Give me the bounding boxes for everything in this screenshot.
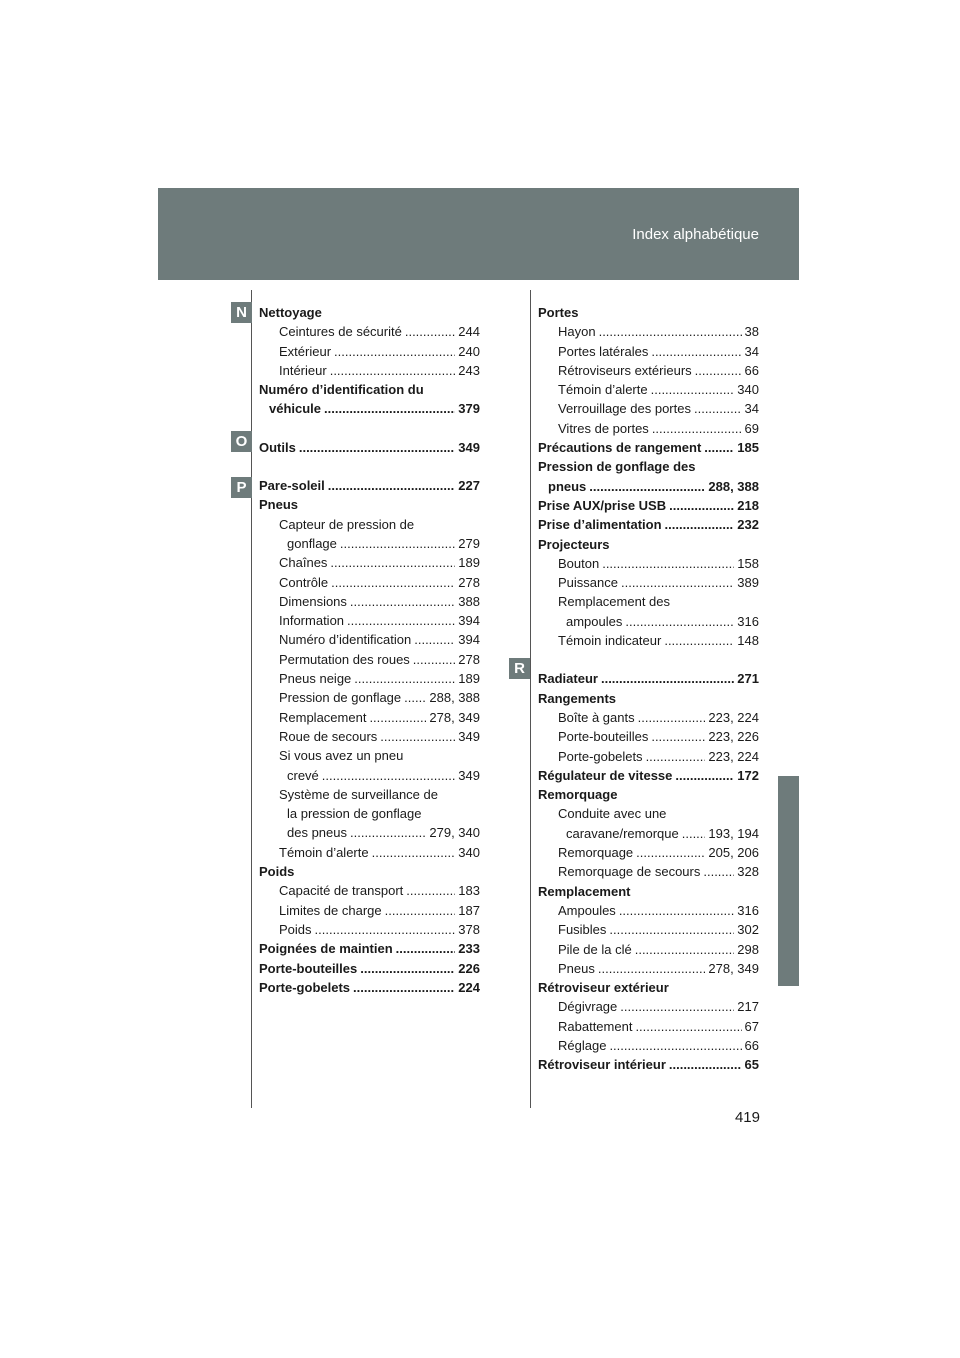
index-entry bbox=[538, 901, 759, 920]
index-entry bbox=[259, 804, 480, 823]
index-entry-term: caravane/remorque bbox=[566, 825, 679, 841]
index-entry bbox=[538, 631, 759, 650]
index-entry-term: Poids bbox=[259, 864, 295, 880]
index-entry bbox=[538, 766, 759, 785]
index-entry bbox=[538, 959, 759, 978]
index-entry-term: Système de surveillance de bbox=[279, 786, 438, 802]
dot-leader bbox=[609, 920, 734, 939]
index-entry bbox=[259, 476, 480, 495]
index-entry-term: crevé bbox=[287, 767, 319, 783]
index-entry bbox=[538, 573, 759, 592]
index-entry bbox=[259, 592, 480, 611]
index-entry-term: Intérieur bbox=[279, 362, 327, 378]
index-entry bbox=[259, 495, 480, 514]
index-entry bbox=[259, 399, 480, 418]
index-entry bbox=[538, 978, 759, 997]
index-entry bbox=[538, 669, 759, 688]
index-entry-page: 38 bbox=[744, 324, 759, 340]
index-entry-page: 388 bbox=[458, 593, 480, 609]
index-entry bbox=[259, 380, 480, 399]
dot-leader bbox=[299, 438, 455, 457]
index-entry bbox=[259, 959, 480, 978]
right-column-rule bbox=[530, 290, 531, 1108]
dot-leader bbox=[396, 939, 456, 958]
index-entry bbox=[259, 553, 480, 572]
index-entry-page: 218 bbox=[737, 497, 759, 513]
dot-leader bbox=[328, 476, 456, 495]
index-entry bbox=[259, 939, 480, 958]
index-entry-term: Prise d’alimentation bbox=[538, 517, 662, 533]
index-entry-term: Rangements bbox=[538, 690, 617, 706]
letter-badge-p: P bbox=[231, 477, 252, 498]
index-entry bbox=[259, 669, 480, 688]
index-entry-page: 187 bbox=[458, 902, 480, 918]
dot-leader bbox=[675, 766, 734, 785]
dot-leader bbox=[665, 515, 735, 534]
dot-leader bbox=[353, 978, 455, 997]
index-entry-page: 172 bbox=[737, 767, 759, 783]
page-number: 419 bbox=[734, 1109, 760, 1126]
index-entry bbox=[259, 630, 480, 649]
index-entry-page: 34 bbox=[744, 401, 759, 417]
index-entry-term: Nettoyage bbox=[259, 305, 322, 320]
index-entry-term: Dégivrage bbox=[558, 999, 618, 1015]
dot-leader bbox=[347, 611, 455, 630]
index-entry-page: 316 bbox=[737, 902, 759, 918]
index-entry-page: 217 bbox=[737, 999, 759, 1015]
dot-leader bbox=[331, 573, 455, 592]
index-entry bbox=[538, 515, 759, 534]
index-entry bbox=[538, 342, 759, 361]
dot-leader bbox=[651, 727, 705, 746]
index-entry bbox=[538, 399, 759, 418]
index-entry-page: 233 bbox=[458, 941, 480, 957]
index-entry-page: 244 bbox=[458, 324, 480, 340]
dot-leader bbox=[599, 322, 742, 341]
dot-leader bbox=[322, 766, 456, 785]
index-entry bbox=[538, 824, 759, 843]
index-entry bbox=[538, 303, 759, 322]
index-entry-term: Rétroviseurs extérieurs bbox=[558, 362, 692, 378]
index-entry-page: 288, 388 bbox=[708, 478, 759, 494]
index-entry-page: 349 bbox=[458, 728, 480, 744]
index-entry-page: 243 bbox=[458, 362, 480, 378]
index-entry-page: 394 bbox=[458, 632, 480, 648]
index-entry bbox=[259, 843, 480, 862]
index-entry-page: 189 bbox=[458, 555, 480, 571]
index-entry-page: 340 bbox=[737, 382, 759, 398]
dot-leader bbox=[330, 361, 456, 380]
index-entry-page: 193, 194 bbox=[708, 825, 759, 841]
index-entry bbox=[259, 978, 480, 997]
index-entry bbox=[538, 1036, 759, 1055]
dot-leader bbox=[703, 862, 734, 881]
index-entry-term: Remplacement bbox=[279, 709, 367, 725]
index-entry bbox=[538, 535, 759, 554]
index-entry-term: Information bbox=[279, 613, 345, 629]
index-entry-page: 227 bbox=[458, 478, 480, 494]
dot-leader bbox=[609, 1036, 741, 1055]
index-entry-term: Extérieur bbox=[279, 343, 332, 359]
index-entry-page: 66 bbox=[744, 362, 759, 378]
index-entry-term: Porte-gobelets bbox=[259, 979, 351, 995]
index-entry bbox=[538, 727, 759, 746]
index-entry-page: 279 bbox=[458, 535, 480, 551]
index-entry-page: 394 bbox=[458, 613, 480, 629]
index-entry-term: Boîte à gants bbox=[558, 709, 635, 725]
dot-leader bbox=[682, 824, 706, 843]
index-entry-page: 223, 224 bbox=[708, 709, 759, 725]
dot-leader bbox=[354, 669, 455, 688]
index-entry-term: Poids bbox=[279, 921, 312, 937]
index-entry-page: 185 bbox=[737, 440, 759, 456]
dot-leader bbox=[651, 342, 741, 361]
index-entry-term: pneus bbox=[548, 478, 587, 494]
index-entry-term: Portes bbox=[538, 305, 579, 320]
dot-leader bbox=[602, 554, 734, 573]
dot-leader bbox=[385, 901, 456, 920]
index-entry-term: Remplacement bbox=[538, 883, 631, 899]
index-entry-term: Prise AUX/prise USB bbox=[538, 497, 667, 513]
index-entry-page: 232 bbox=[737, 517, 759, 533]
index-entry-term: Rétroviseur extérieur bbox=[538, 980, 669, 996]
dot-leader bbox=[330, 553, 455, 572]
index-entry-term: Pare-soleil bbox=[259, 478, 325, 494]
index-entry bbox=[538, 940, 759, 959]
dot-leader bbox=[635, 940, 735, 959]
index-entry-page: 69 bbox=[744, 420, 759, 436]
dot-leader bbox=[315, 920, 456, 939]
index-entry bbox=[259, 766, 480, 785]
index-entry-page: 316 bbox=[737, 613, 759, 629]
left-column-rule bbox=[251, 290, 252, 1108]
index-entry-page: 279, 340 bbox=[429, 825, 480, 841]
index-entry-term: Hayon bbox=[558, 324, 596, 340]
index-entry-page: 65 bbox=[744, 1057, 759, 1073]
index-entry-term: Limites de charge bbox=[279, 902, 382, 918]
index-entry-term: Pneus bbox=[558, 960, 595, 976]
index-entry bbox=[538, 1055, 759, 1074]
index-entry-page: 378 bbox=[458, 921, 480, 937]
index-entry-term: Rétroviseur intérieur bbox=[538, 1057, 666, 1073]
dot-leader bbox=[664, 631, 734, 650]
letter-badge-o: O bbox=[231, 431, 252, 452]
dot-leader bbox=[598, 959, 706, 978]
dot-leader bbox=[652, 419, 742, 438]
dot-leader bbox=[414, 630, 455, 649]
index-entry-term: Réglage bbox=[558, 1037, 607, 1053]
index-entry-page: 389 bbox=[737, 575, 759, 591]
dot-leader bbox=[360, 959, 455, 978]
index-entry-page: 349 bbox=[458, 767, 480, 783]
index-entry-page: 34 bbox=[744, 343, 759, 359]
letter-badge-r: R bbox=[509, 658, 530, 679]
index-entry bbox=[538, 785, 759, 804]
index-entry-term: Dimensions bbox=[279, 593, 347, 609]
index-entry-term: des pneus bbox=[287, 825, 347, 841]
index-entry-term: Outils bbox=[259, 439, 296, 455]
index-entry-term: Capacité de transport bbox=[279, 883, 404, 899]
dot-leader bbox=[669, 496, 734, 515]
index-entry-term: Contrôle bbox=[279, 574, 329, 590]
index-entry-term: Verrouillage des portes bbox=[558, 401, 691, 417]
index-entry-term: Précautions de rangement bbox=[538, 440, 702, 456]
index-entry-page: 340 bbox=[458, 844, 480, 860]
section-thumb-tab bbox=[778, 776, 799, 986]
index-entry bbox=[538, 496, 759, 515]
dot-leader bbox=[369, 708, 426, 727]
index-entry-term: Permutation des roues bbox=[279, 651, 410, 667]
index-entry-term: Puissance bbox=[558, 575, 618, 591]
index-entry bbox=[538, 1017, 759, 1036]
index-entry-term: Porte-bouteilles bbox=[259, 960, 358, 976]
index-entry-term: Numéro d’identification bbox=[279, 632, 412, 648]
dot-leader bbox=[589, 477, 705, 496]
index-entry-term: Poignées de maintien bbox=[259, 941, 393, 957]
index-entry-term: Roue de secours bbox=[279, 728, 378, 744]
index-entry bbox=[259, 303, 480, 322]
dot-leader bbox=[406, 881, 455, 900]
dot-leader bbox=[372, 843, 456, 862]
index-entry-term: gonflage bbox=[287, 535, 337, 551]
index-entry bbox=[259, 920, 480, 939]
index-entry-page: 349 bbox=[458, 439, 480, 455]
letter-badge-n: N bbox=[231, 302, 252, 323]
index-entry bbox=[538, 380, 759, 399]
index-entry-term: Numéro d’identification du bbox=[259, 382, 424, 398]
index-entry-page: 224 bbox=[458, 979, 480, 995]
index-entry bbox=[538, 477, 759, 496]
index-entry-term: Pneus neige bbox=[279, 671, 352, 687]
index-entry-term: Témoin d’alerte bbox=[279, 844, 369, 860]
index-entry bbox=[538, 592, 759, 611]
index-entry-term: Témoin indicateur bbox=[558, 633, 662, 649]
index-entry bbox=[538, 361, 759, 380]
index-entry-page: 278 bbox=[458, 574, 480, 590]
index-entry bbox=[259, 727, 480, 746]
index-entry bbox=[538, 554, 759, 573]
index-entry-term: Ceintures de sécurité bbox=[279, 324, 402, 340]
index-entry-page: 288, 388 bbox=[429, 690, 480, 706]
index-entry-page: 278, 349 bbox=[429, 709, 480, 725]
index-entry-term: Remorquage bbox=[558, 845, 634, 861]
index-entry-term: Régulateur de vitesse bbox=[538, 767, 673, 783]
index-entry-term: Pile de la clé bbox=[558, 941, 632, 957]
index-entry bbox=[538, 708, 759, 727]
dot-leader bbox=[646, 747, 706, 766]
index-entry bbox=[538, 882, 759, 901]
index-entry bbox=[259, 650, 480, 669]
index-entry-page: 226 bbox=[458, 960, 480, 976]
index-entry-term: Vitres de portes bbox=[558, 420, 649, 436]
index-entry bbox=[259, 534, 480, 553]
index-entry-page: 148 bbox=[737, 633, 759, 649]
index-entry bbox=[538, 612, 759, 631]
index-entry-page: 328 bbox=[737, 864, 759, 880]
dot-leader bbox=[350, 592, 455, 611]
index-entry bbox=[259, 438, 480, 457]
index-entry-term: Radiateur bbox=[538, 671, 598, 687]
index-entry bbox=[259, 688, 480, 707]
index-entry bbox=[538, 322, 759, 341]
dot-leader bbox=[601, 669, 734, 688]
dot-leader bbox=[334, 342, 455, 361]
index-entry bbox=[259, 515, 480, 534]
index-entry-term: Bouton bbox=[558, 555, 600, 571]
dot-leader bbox=[324, 399, 455, 418]
index-entry bbox=[538, 804, 759, 823]
index-entry bbox=[538, 997, 759, 1016]
index-entry bbox=[259, 881, 480, 900]
index-entry bbox=[538, 920, 759, 939]
index-entry-page: 302 bbox=[737, 922, 759, 938]
index-entry-page: 205, 206 bbox=[708, 845, 759, 861]
index-entry bbox=[259, 862, 480, 881]
index-entry bbox=[538, 843, 759, 862]
index-entry-page: 66 bbox=[744, 1037, 759, 1053]
index-entry-term: Témoin d’alerte bbox=[558, 382, 648, 398]
dot-leader bbox=[340, 534, 455, 553]
index-entry-term: Remplacement des bbox=[558, 594, 670, 610]
index-entry bbox=[259, 611, 480, 630]
index-entry bbox=[259, 322, 480, 341]
index-entry-term: Projecteurs bbox=[538, 536, 610, 552]
index-entry-page: 189 bbox=[458, 671, 480, 687]
dot-leader bbox=[625, 612, 734, 631]
index-entry-term: Portes latérales bbox=[558, 343, 649, 359]
index-entry-term: Ampoules bbox=[558, 902, 616, 918]
index-entry bbox=[538, 747, 759, 766]
index-entry-page: 271 bbox=[737, 671, 759, 687]
index-entry-term: Remorquage de secours bbox=[558, 864, 701, 880]
index-entry bbox=[259, 342, 480, 361]
index-entry-term: Chaînes bbox=[279, 555, 328, 571]
index-entry bbox=[259, 901, 480, 920]
index-entry-term: Si vous avez un pneu bbox=[279, 748, 404, 764]
dot-leader bbox=[413, 650, 456, 669]
index-entry bbox=[538, 438, 759, 457]
dot-leader bbox=[619, 901, 734, 920]
index-entry bbox=[259, 361, 480, 380]
index-entry-page: 183 bbox=[458, 883, 480, 899]
dot-leader bbox=[651, 380, 735, 399]
index-entry-term: Porte-bouteilles bbox=[558, 729, 649, 745]
index-column-left bbox=[259, 303, 480, 997]
page-header bbox=[158, 188, 799, 280]
header-title: Index alphabétique bbox=[632, 226, 759, 243]
index-entry-page: 379 bbox=[458, 401, 480, 417]
index-entry-term: ampoules bbox=[566, 613, 623, 629]
index-entry-page: 158 bbox=[737, 555, 759, 571]
index-entry-page: 240 bbox=[458, 343, 480, 359]
dot-leader bbox=[404, 688, 426, 707]
dot-leader bbox=[669, 1055, 742, 1074]
index-entry-term: Pression de gonflage bbox=[279, 690, 402, 706]
index-entry bbox=[259, 573, 480, 592]
index-entry bbox=[259, 746, 480, 765]
dot-leader bbox=[621, 573, 734, 592]
dot-leader bbox=[638, 708, 706, 727]
index-entry-term: Porte-gobelets bbox=[558, 748, 643, 764]
index-entry bbox=[538, 689, 759, 708]
dot-leader bbox=[380, 727, 455, 746]
index-entry bbox=[259, 785, 480, 804]
index-entry-term: Fusibles bbox=[558, 922, 607, 938]
index-entry-term: Remorquage bbox=[538, 787, 618, 803]
index-entry-page: 278 bbox=[458, 651, 480, 667]
dot-leader bbox=[635, 1017, 741, 1036]
index-entry-term: Conduite avec une bbox=[558, 806, 667, 822]
index-column-right bbox=[538, 303, 759, 1075]
dot-leader bbox=[694, 399, 742, 418]
index-entry bbox=[538, 862, 759, 881]
index-entry-term: Pression de gonflage des bbox=[538, 459, 696, 475]
index-entry-page: 67 bbox=[744, 1018, 759, 1034]
index-entry bbox=[538, 457, 759, 476]
dot-leader bbox=[350, 823, 426, 842]
dot-leader bbox=[636, 843, 705, 862]
index-entry bbox=[538, 419, 759, 438]
index-entry-term: véhicule bbox=[269, 401, 322, 417]
index-entry-term: Pneus bbox=[259, 497, 299, 513]
index-entry-page: 298 bbox=[737, 941, 759, 957]
dot-leader bbox=[620, 997, 734, 1016]
index-entry bbox=[259, 823, 480, 842]
dot-leader bbox=[405, 322, 455, 341]
dot-leader bbox=[695, 361, 742, 380]
index-entry-term: la pression de gonflage bbox=[287, 806, 422, 822]
dot-leader bbox=[704, 438, 734, 457]
index-entry-term: Capteur de pression de bbox=[279, 516, 415, 532]
index-entry-page: 223, 226 bbox=[708, 729, 759, 745]
index-entry-term: Rabattement bbox=[558, 1018, 633, 1034]
index-entry bbox=[259, 708, 480, 727]
index-entry-page: 223, 224 bbox=[708, 748, 759, 764]
index-entry-page: 278, 349 bbox=[708, 960, 759, 976]
